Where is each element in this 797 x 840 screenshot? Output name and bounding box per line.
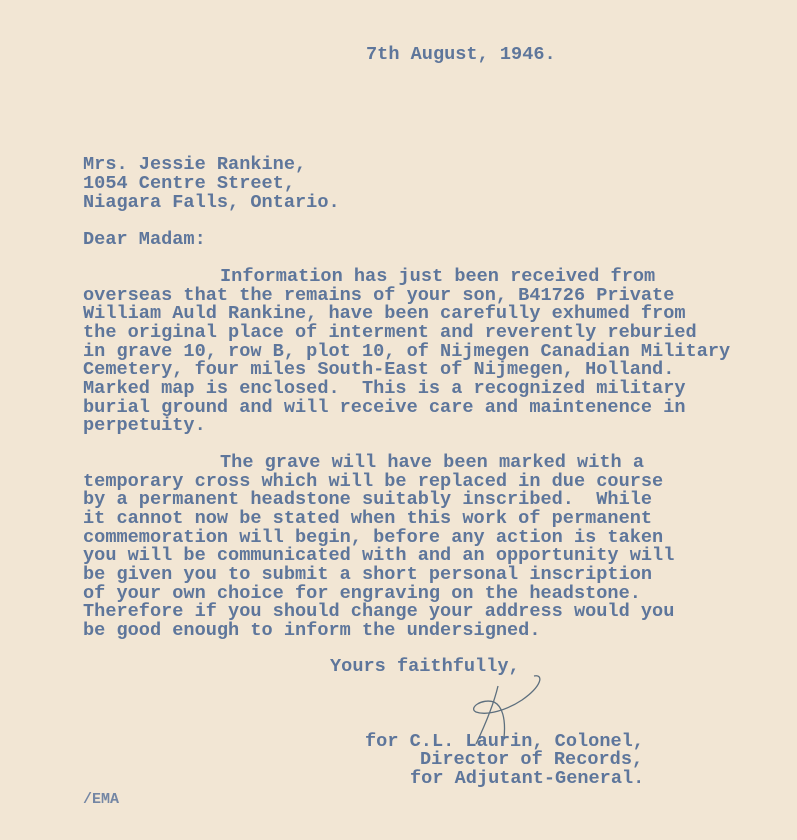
paragraph-line: overseas that the remains of your son, B41726 Private — [83, 285, 675, 306]
recipient-name: Mrs. Jessie Rankine, — [83, 154, 307, 175]
paragraph-line: Marked map is enclosed. This is a recognized military — [83, 378, 686, 399]
paragraph-line: be good enough to inform the undersigned. — [83, 620, 541, 641]
paragraph-line: of your own choice for engraving on the headstone. — [83, 583, 641, 604]
signatory-line: for C.L. Laurin, Colonel, — [365, 731, 644, 752]
paragraph-line: Cemetery, four miles South-East of Nijmegen, Holland. — [83, 359, 675, 380]
paragraph-line: you will be communicated with and an opportunity will — [83, 545, 675, 566]
paragraph-line: be given you to submit a short personal inscription — [83, 564, 653, 585]
signatory-office: for Adjutant-General. — [410, 768, 645, 789]
recipient-street: 1054 Centre Street, — [83, 173, 296, 194]
closing: Yours faithfully, — [330, 656, 520, 677]
recipient-city: Niagara Falls, Ontario. — [83, 192, 340, 213]
paragraph-line: by a permanent headstone suitably inscribed. While — [83, 489, 653, 510]
salutation: Dear Madam: — [83, 229, 206, 250]
paragraph-line: William Auld Rankine, have been carefully exhumed from — [83, 303, 686, 324]
paragraph-line: it cannot now be stated when this work of permanent — [83, 508, 653, 529]
paragraph-line: temporary cross which will be replaced in due course — [83, 471, 664, 492]
letter-date: 7th August, 1946. — [366, 44, 556, 65]
paragraph-line: Information has just been received from — [220, 266, 656, 287]
paragraph-line: perpetuity. — [83, 415, 206, 436]
paragraph-line: the original place of interment and reverently reburied — [83, 322, 697, 343]
typist-reference: /EMA — [83, 791, 120, 808]
paragraph-line: commemoration will begin, before any action is taken — [83, 527, 664, 548]
paragraph-line: burial ground and will receive care and maintenence in — [83, 397, 686, 418]
paragraph-line: in grave 10, row B, plot 10, of Nijmegen Canadian Military — [83, 341, 731, 362]
paragraph-line: The grave will have been marked with a — [220, 452, 645, 473]
paragraph-line: Therefore if you should change your address would you — [83, 601, 675, 622]
signatory-title: Director of Records, — [420, 749, 644, 770]
